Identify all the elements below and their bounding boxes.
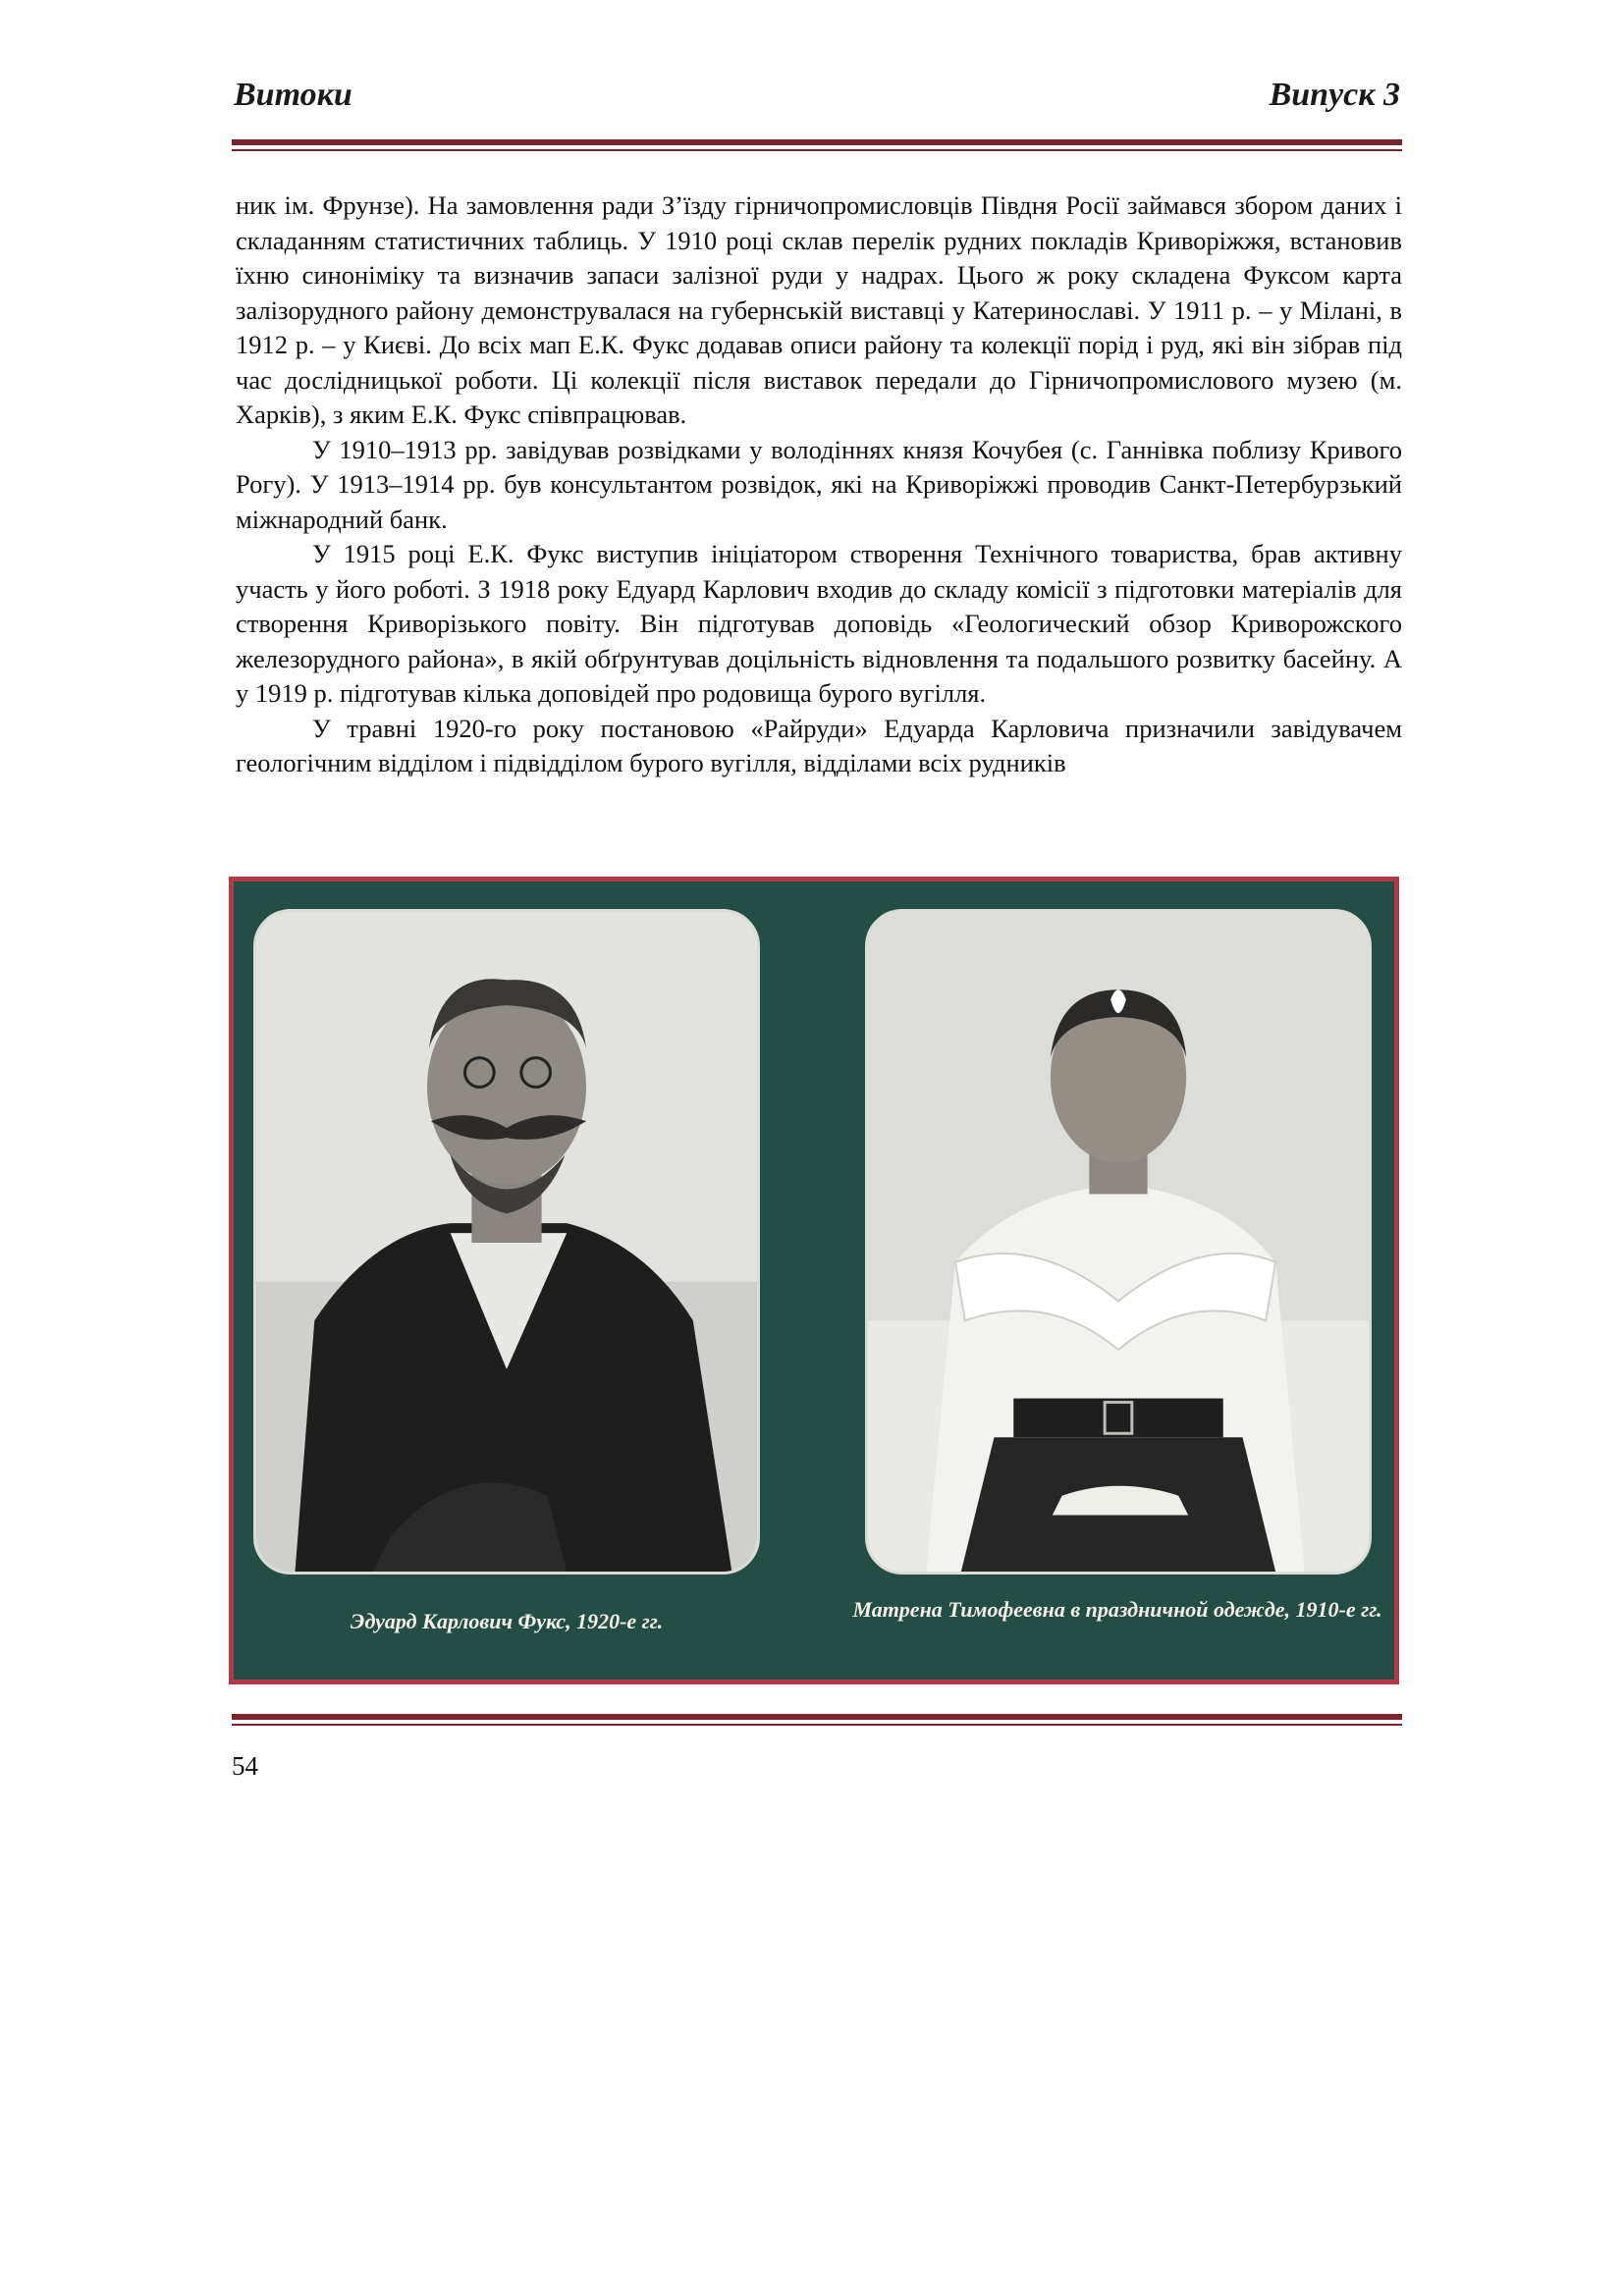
issue-label: Випуск 3 xyxy=(1269,77,1400,113)
paragraph-4: У травні 1920-го року постановою «Райруди» Едуарда Карловича призначили завідувачем геологічним відділом і підвідділом бурого вугілля, відділами всіх рудників xyxy=(236,713,1402,777)
caption-left: Эдуард Карлович Фукс, 1920-е гг. xyxy=(350,1609,664,1633)
page-number: 54 xyxy=(232,1751,258,1781)
paragraph-1: ник ім. Фрунзе). На замовлення ради З’їзду гірничопромисловців Півдня Росії займався збором даних і складанням статистичних таблиць. У 1910 році склав перелік рудних покладів Криворіжжя, встановив їхню синоніміку та визначив запаси залізної руди у надрах. Цього ж року складена Фуксом карта залізорудного району демонструвалася на губернській виставці у Катеринославі. У 1911 р. – у Мілані, в 1912 р. – у Києві. До всіх мап Е.К. Фукс додавав описи району та колекції порід і руд, які він зібрав під час дослідницької роботи. Ці колекції після виставок передали до Гірничопромислового музею (м. Харків), з яким Е.К. Фукс співпрацював. xyxy=(236,190,1402,429)
paragraph-3: У 1915 році Е.К. Фукс виступив ініціатором створення Технічного товариства, брав активну участь у його роботі. З 1918 року Едуард Карлович входив до складу комісії з підготовки матеріалів для створення Криворізького повіту. Він підготував доповідь «Геологический обзор Криворожского железорудного района», в якій обґрунтував доцільність відновлення та подальшого розвитку басейну. А у 1919 р. підготував кілька доповідей про родовища бурого вугілля. xyxy=(236,539,1402,708)
journal-title: Витоки xyxy=(234,77,352,113)
article-body xyxy=(236,188,1402,781)
caption-right: Матрена Тимофеевна в праздничной одежде, 1910-е гг. xyxy=(852,1597,1382,1622)
portrait-photo-woman xyxy=(865,909,1372,1575)
page-header xyxy=(232,77,1400,126)
portrait-photo-man xyxy=(253,909,760,1575)
footer-rule xyxy=(232,1714,1402,1726)
header-rule xyxy=(232,139,1402,151)
photo-figure xyxy=(229,877,1399,1684)
paragraph-2: У 1910–1913 рр. завідував розвідками у володіннях князя Кочубея (с. Ганнівка поблизу Кривого Рогу). У 1913–1914 рр. був консультантом розвідок, які на Криворіжжі проводив Санкт-Петербурзький міжнародний банк. xyxy=(236,434,1402,534)
